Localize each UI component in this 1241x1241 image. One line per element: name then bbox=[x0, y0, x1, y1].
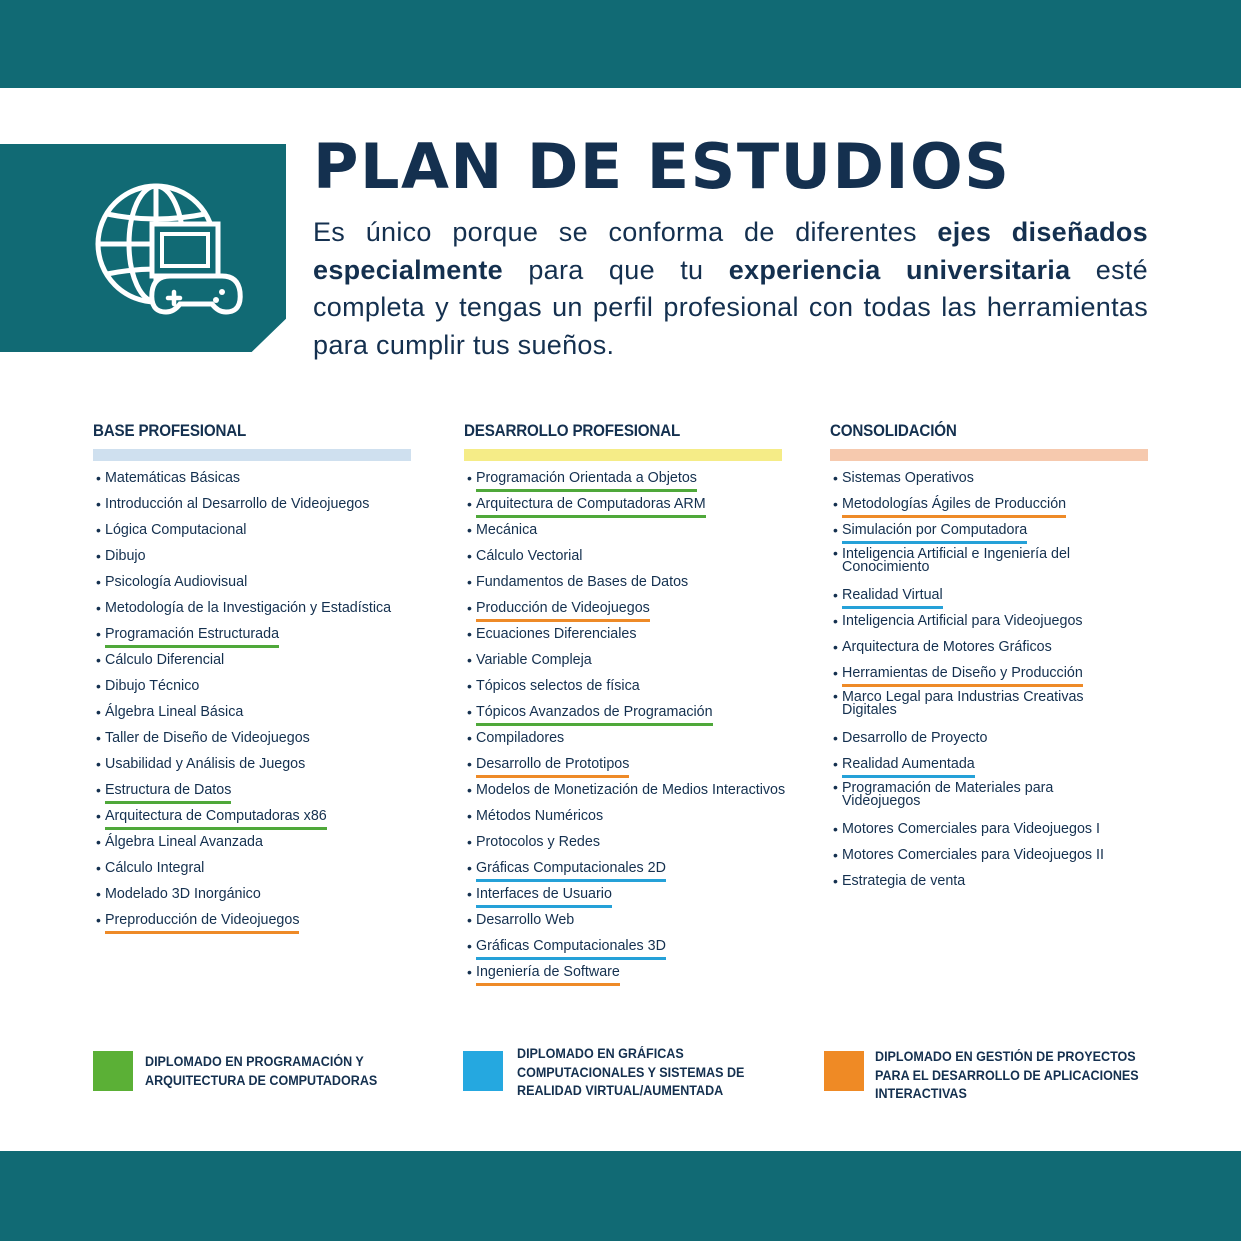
subject-item bbox=[464, 937, 785, 963]
subject-label: Simulación por Computadora bbox=[842, 521, 1027, 544]
subject-item bbox=[464, 885, 785, 911]
legend-swatch-green bbox=[93, 1051, 133, 1091]
subject-item bbox=[93, 859, 411, 885]
subject-label: Lógica Computacional bbox=[105, 522, 247, 538]
subject-item bbox=[830, 690, 1120, 729]
subject-item bbox=[830, 586, 1148, 612]
subject-label: Herramientas de Diseño y Producción bbox=[842, 664, 1083, 687]
subject-label: Tópicos Avanzados de Programación bbox=[476, 703, 713, 726]
intro-text: esté completa y tengas un perfil profesional con todas las herramientas para cumplir tus sueños. bbox=[313, 254, 1149, 360]
subject-item bbox=[464, 781, 785, 807]
subject-item bbox=[93, 573, 411, 599]
subject-label: Modelado 3D Inorgánico bbox=[105, 886, 261, 902]
subject-label: Desarrollo de Proyecto bbox=[842, 730, 988, 746]
subject-label: Sistemas Operativos bbox=[842, 470, 974, 486]
subject-label: Programación Estructurada bbox=[105, 625, 279, 648]
intro-emphasis: experiencia universitaria bbox=[728, 254, 1071, 285]
subject-label: Arquitectura de Computadoras ARM bbox=[476, 495, 706, 518]
column-title: DESARROLLO PROFESIONAL bbox=[464, 422, 681, 440]
column-title: CONSOLIDACIÓN bbox=[830, 422, 957, 440]
subject-item bbox=[93, 677, 411, 703]
legend-swatch-orange bbox=[824, 1051, 864, 1091]
subject-item bbox=[93, 599, 411, 625]
subject-item bbox=[93, 521, 411, 547]
subject-label: Motores Comerciales para Videojuegos II bbox=[842, 847, 1104, 863]
bottom-band bbox=[0, 1151, 1241, 1241]
subject-label: Interfaces de Usuario bbox=[476, 885, 612, 908]
column-color-bar bbox=[93, 449, 411, 461]
subject-item bbox=[830, 729, 1148, 755]
column-base-profesional bbox=[93, 420, 411, 937]
subject-label: Tópicos selectos de física bbox=[476, 678, 640, 694]
legend-label: DIPLOMADO EN GESTIÓN DE PROYECTOS PARA EL DESARROLLO DE APLICACIONES INTERACTIVAS bbox=[875, 1049, 1139, 1101]
subject-label: Usabilidad y Análisis de Juegos bbox=[105, 756, 306, 772]
intro-emphasis: ejes diseñados especialmente bbox=[313, 217, 1148, 285]
subject-item bbox=[464, 807, 785, 833]
subject-label: Producción de Videojuegos bbox=[476, 599, 650, 622]
column-title: BASE PROFESIONAL bbox=[93, 422, 247, 440]
subject-item bbox=[93, 911, 411, 937]
subject-item bbox=[93, 495, 411, 521]
subject-item bbox=[464, 963, 785, 989]
subject-label: Desarrollo de Prototipos bbox=[476, 755, 629, 778]
subject-label: Variable Compleja bbox=[476, 652, 592, 668]
legend-label: DIPLOMADO EN GRÁFICAS COMPUTACIONALES Y SISTEMAS DE REALIDAD VIRTUAL/AUMENTADA bbox=[517, 1046, 745, 1098]
intro-text: para que tu bbox=[503, 254, 729, 285]
subject-label: Inteligencia Artificial para Videojuegos bbox=[842, 613, 1083, 629]
subject-label: Marco Legal para Industrias Creativas Digitales bbox=[842, 689, 1084, 718]
subject-item bbox=[830, 664, 1148, 690]
subject-label: Taller de Diseño de Videojuegos bbox=[105, 730, 310, 746]
intro-text: Es único porque se conforma de diferentes bbox=[313, 217, 938, 247]
subject-item bbox=[464, 469, 785, 495]
subject-label: Dibujo Técnico bbox=[105, 678, 200, 694]
subject-item bbox=[464, 599, 785, 625]
subject-item bbox=[830, 521, 1148, 547]
subject-item bbox=[464, 729, 785, 755]
subject-label: Fundamentos de Bases de Datos bbox=[476, 574, 689, 590]
subject-list bbox=[830, 469, 1148, 898]
column-color-bar bbox=[830, 449, 1148, 461]
subject-list bbox=[93, 469, 411, 937]
globe-gamepad-icon bbox=[90, 172, 250, 332]
subject-label: Mecánica bbox=[476, 522, 538, 538]
subject-item bbox=[93, 781, 411, 807]
subject-item bbox=[93, 703, 411, 729]
subject-label: Metodología de la Investigación y Estadística bbox=[105, 600, 392, 616]
subject-label: Ecuaciones Diferenciales bbox=[476, 626, 637, 642]
intro-paragraph bbox=[313, 214, 1148, 364]
subject-label: Preproducción de Videojuegos bbox=[105, 911, 299, 934]
subject-item bbox=[93, 625, 411, 651]
subject-label: Estrategia de venta bbox=[842, 873, 966, 889]
subject-item bbox=[464, 755, 785, 781]
subject-item bbox=[93, 651, 411, 677]
top-band bbox=[0, 0, 1241, 88]
subject-item bbox=[830, 495, 1148, 521]
subject-label: Protocolos y Redes bbox=[476, 834, 600, 850]
column-desarrollo-profesional bbox=[464, 420, 785, 989]
legend-swatch-blue bbox=[463, 1051, 503, 1091]
subject-item bbox=[464, 703, 785, 729]
subject-label: Estructura de Datos bbox=[105, 781, 231, 804]
subject-label: Realidad Virtual bbox=[842, 586, 943, 609]
subject-item bbox=[93, 755, 411, 781]
subject-item bbox=[830, 547, 1120, 586]
subject-label: Matemáticas Básicas bbox=[105, 470, 241, 486]
subject-item bbox=[464, 833, 785, 859]
icon-block bbox=[0, 144, 286, 352]
subject-item bbox=[830, 755, 1148, 781]
subject-item bbox=[93, 547, 411, 573]
subject-label: Motores Comerciales para Videojuegos I bbox=[842, 821, 1101, 837]
subject-label: Cálculo Diferencial bbox=[105, 652, 225, 668]
subject-item bbox=[93, 729, 411, 755]
subject-item bbox=[830, 846, 1148, 872]
subject-list bbox=[464, 469, 785, 989]
subject-label: Metodologías Ágiles de Producción bbox=[842, 495, 1066, 518]
subject-label: Cálculo Vectorial bbox=[476, 548, 583, 564]
subject-label: Gráficas Computacionales 3D bbox=[476, 937, 666, 960]
subject-label: Programación Orientada a Objetos bbox=[476, 469, 697, 492]
subject-item bbox=[464, 677, 785, 703]
subject-label: Inteligencia Artificial e Ingeniería del Conocimiento bbox=[842, 546, 1071, 575]
subject-label: Cálculo Integral bbox=[105, 860, 205, 876]
subject-label: Modelos de Monetización de Medios Interactivos bbox=[476, 782, 786, 798]
subject-item bbox=[830, 469, 1148, 495]
column-consolidacion bbox=[830, 420, 1148, 898]
subject-label: Álgebra Lineal Básica bbox=[105, 704, 244, 720]
subject-label: Métodos Numéricos bbox=[476, 808, 604, 824]
subject-item bbox=[464, 495, 785, 521]
subject-item bbox=[464, 573, 785, 599]
subject-item bbox=[830, 781, 1120, 820]
subject-item bbox=[93, 833, 411, 859]
subject-label: Arquitectura de Motores Gráficos bbox=[842, 639, 1052, 655]
subject-item bbox=[464, 859, 785, 885]
subject-label: Desarrollo Web bbox=[476, 912, 575, 928]
subject-label: Ingeniería de Software bbox=[476, 963, 620, 986]
subject-item bbox=[93, 885, 411, 911]
subject-item bbox=[464, 521, 785, 547]
subject-label: Gráficas Computacionales 2D bbox=[476, 859, 666, 882]
legend-label: DIPLOMADO EN PROGRAMACIÓN Y ARQUITECTURA DE COMPUTADORAS bbox=[145, 1054, 378, 1088]
subject-item bbox=[830, 612, 1148, 638]
subject-label: Introducción al Desarrollo de Videojuegos bbox=[105, 496, 370, 512]
subject-item bbox=[830, 872, 1148, 898]
subject-label: Dibujo bbox=[105, 548, 146, 564]
subject-item bbox=[93, 469, 411, 495]
subject-label: Compiladores bbox=[476, 730, 565, 746]
subject-item bbox=[464, 911, 785, 937]
subject-item bbox=[464, 651, 785, 677]
subject-item bbox=[830, 820, 1148, 846]
page-title: PLAN DE ESTUDIOS bbox=[313, 130, 1011, 203]
subject-label: Arquitectura de Computadoras x86 bbox=[105, 807, 327, 830]
subject-label: Álgebra Lineal Avanzada bbox=[105, 834, 263, 850]
column-color-bar bbox=[464, 449, 782, 461]
subject-item bbox=[93, 807, 411, 833]
subject-label: Psicología Audiovisual bbox=[105, 574, 248, 590]
subject-label: Realidad Aumentada bbox=[842, 755, 975, 778]
subject-item bbox=[464, 625, 785, 651]
subject-item bbox=[464, 547, 785, 573]
subject-label: Programación de Materiales para Videojuegos bbox=[842, 780, 1054, 809]
subject-item bbox=[830, 638, 1148, 664]
